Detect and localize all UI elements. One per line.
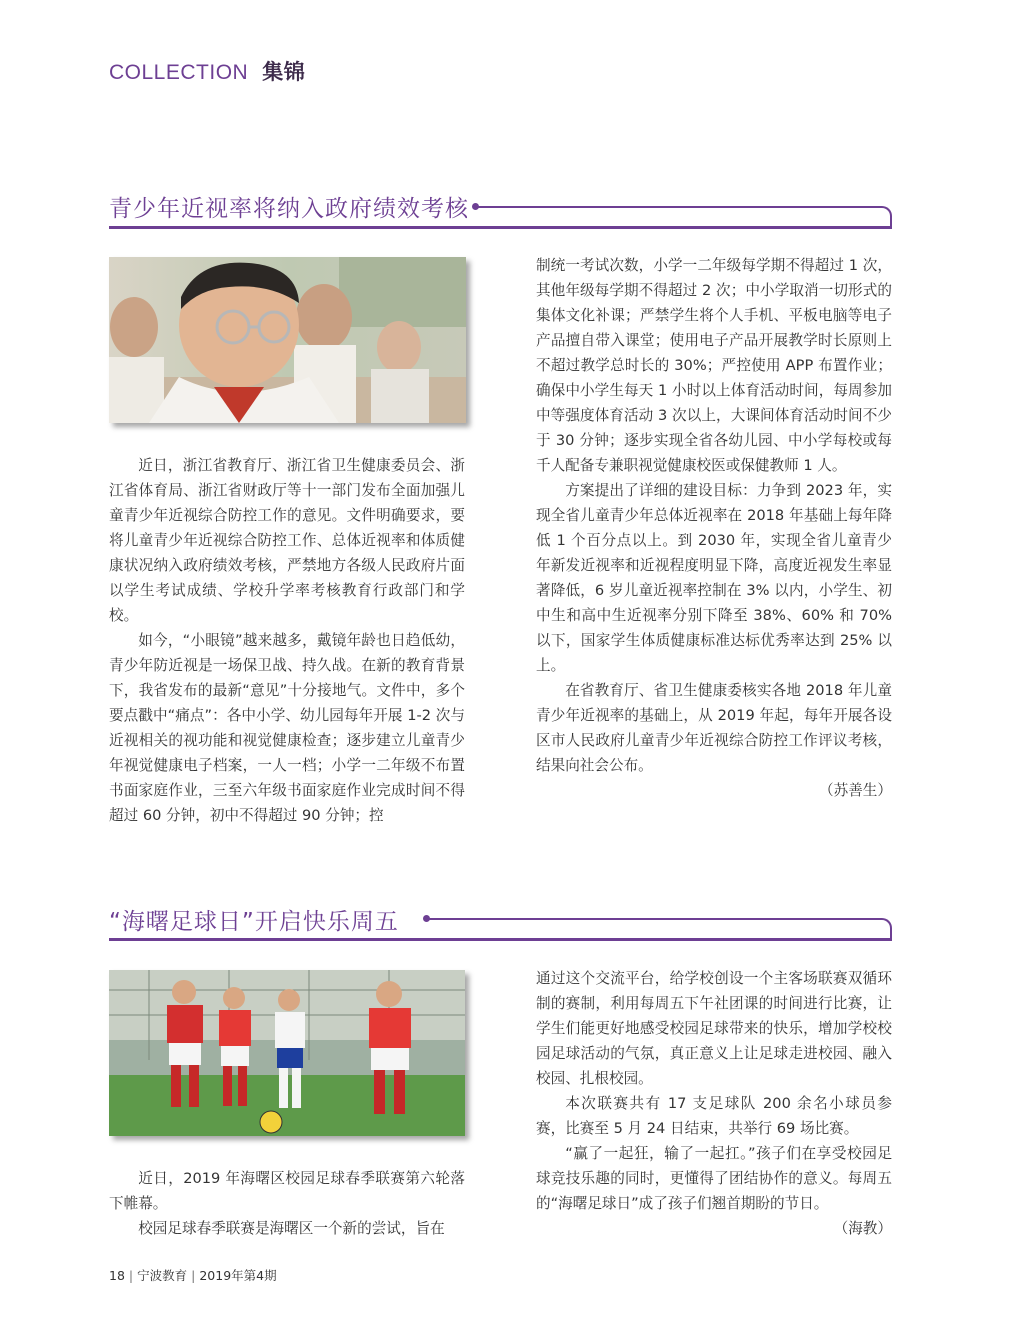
- article1-title: 青少年近视率将纳入政府绩效考核: [109, 196, 469, 222]
- page-number: 18: [109, 1268, 125, 1283]
- article2-photo: [109, 970, 465, 1136]
- article2-paragraph-continued: 通过这个交流平台，给学校创设一个主客场联赛双循环制的赛制，利用每周五下午社团课的时间进行比赛，让学生们能更好地感受校园足球带来的快乐，增加学校校园足球活动的气氛，真正意义上让足球走进校园、融入校园、扎根校园。: [536, 970, 892, 1087]
- article1-signature: （苏善生）: [819, 782, 892, 799]
- article1-paragraph: 方案提出了详细的建设目标：力争到 2023 年，实现全省儿童青少年总体近视率在 2018 年基础上每年降低 1 个百分点以上。到 2030 年，实现全省儿童青少年新发近视率和近视程度明显下降，高度近视发生率显著降低，6 岁儿童近视率控制在 3% 以内，小学生、初中生和高中生近视率分别下降至 38%、60% 和 70% 以下，国家学生体质健康标准达标优秀率达到 25% 以上。: [536, 482, 892, 674]
- article1-photo: [109, 257, 466, 423]
- article1-paragraph: 在省教育厅、省卫生健康委核实各地 2018 年儿童青少年近视率的基础上，从 2019 年起，每年开展各设区市人民政府儿童青少年近视综合防控工作评议考核，结果向社会公布。: [536, 682, 892, 774]
- article2-left-column: [109, 1166, 465, 1241]
- article2-paragraph: 校园足球春季联赛是海曙区一个新的尝试，旨在: [138, 1220, 445, 1237]
- section-header-zh: 集锦: [262, 60, 306, 84]
- article1-paragraph-continued: 制统一考试次数，小学一二年级每学期不得超过 1 次，其他年级每学期不得超过 2 次；中小学取消一切形式的集体文化补课；严禁学生将个人手机、平板电脑等电子产品擅自带入课堂；使用电子产品开展教学时长原则上不超过教学总时长的 30%；严控使用 APP 布置作业；确保中小学生每天 1 小时以上体育活动时间，每周参加中等强度体育活动 3 次以上，大课间体育活动时间不少于 30 分钟；逐步实现全省各幼儿园、中小学每校或每千人配备专兼职视觉健康校医或保健教师 1 人。: [536, 257, 892, 474]
- article1-paragraph: 如今，“小眼镜”越来越多，戴镜年龄也日趋低幼，青少年防近视是一场保卫战、持久战。在新的教育背景下，我省发布的最新“意见”十分接地气。文件中，多个要点戳中“痛点”：各中小学、幼儿园每年开展 1-2 次与近视相关的视功能和视觉健康检查；逐步建立儿童青少年视觉健康电子档案，一人一档；小学一二年级不布置书面家庭作业，三至六年级书面家庭作业完成时间不得超过 60 分钟，初中不得超过 90 分钟；控: [109, 632, 465, 824]
- magazine-name: 宁波教育: [137, 1268, 188, 1283]
- article2-right-column: [536, 966, 892, 1241]
- page-footer: 18 | 宁波教育 | 2019年第4期: [109, 1268, 277, 1283]
- article2-paragraph: 本次联赛共有 17 支足球队 200 余名小球员参赛，比赛至 5 月 24 日结束，共举行 69 场比赛。: [536, 1095, 892, 1137]
- article1-right-column: [536, 253, 892, 803]
- article1-paragraph: 近日，浙江省教育厅、浙江省卫生健康委员会、浙江省体育局、浙江省财政厅等十一部门发布全面加强儿童青少年近视综合防控工作的意见。文件明确要求，要将儿童青少年近视综合防控工作、总体近视率和体质健康状况纳入政府绩效考核，严禁地方各级人民政府片面以学生考试成绩、学校升学率考核教育行政部门和学校。: [109, 457, 465, 624]
- article2-title: “海曙足球日”开启快乐周五: [109, 909, 399, 935]
- article2-signature: （海教）: [833, 1220, 892, 1237]
- section-header: [109, 56, 305, 86]
- article2-paragraph: “赢了一起狂，输了一起扛。”孩子们在享受校园足球竞技乐趣的同时，更懂得了团结协作的意义。每周五的“海曙足球日”成了孩子们翘首期盼的节日。: [536, 1145, 892, 1212]
- article1-left-column: [109, 453, 465, 828]
- article2-paragraph: 近日，2019 年海曙区校园足球春季联赛第六轮落下帷幕。: [109, 1170, 465, 1212]
- issue-label: 2019年第4期: [199, 1268, 277, 1283]
- section-header-en: COLLECTION: [109, 61, 249, 84]
